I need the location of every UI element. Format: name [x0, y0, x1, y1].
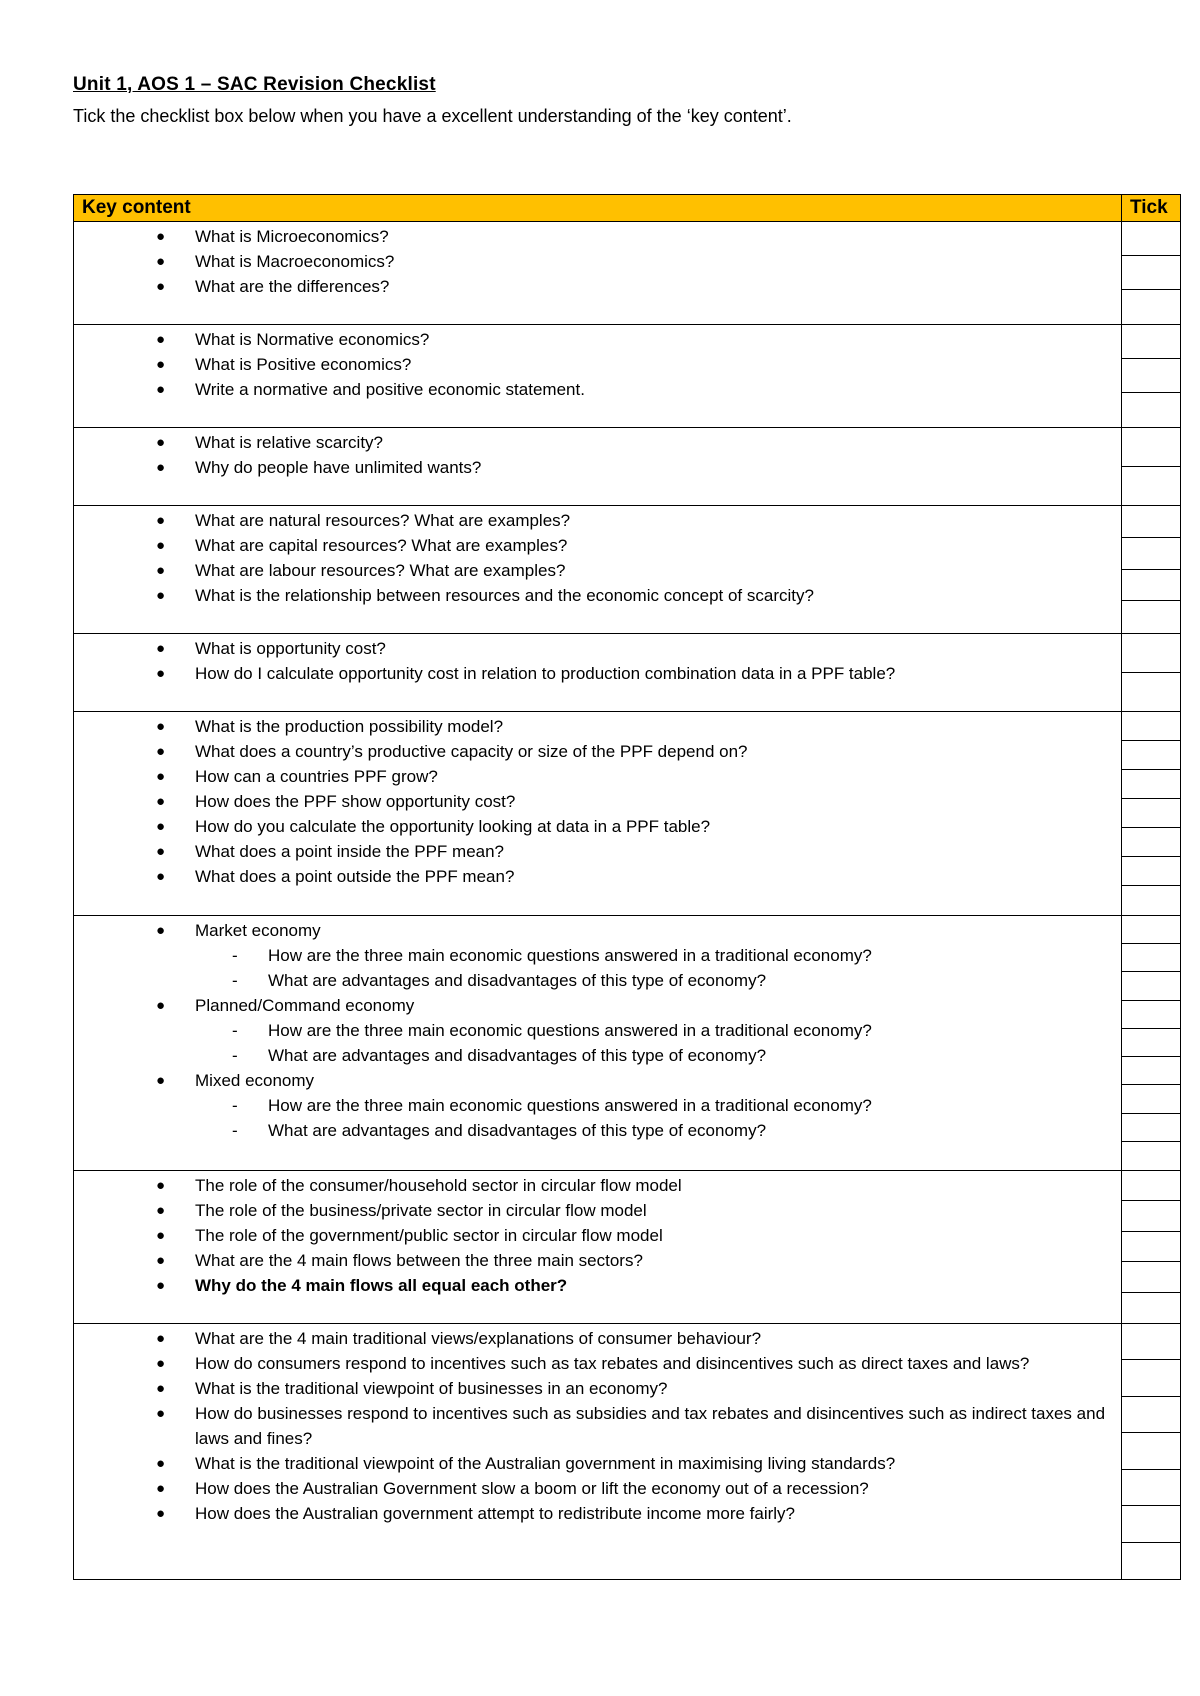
question-text: What does a point outside the PPF mean?	[195, 867, 515, 886]
bullet-icon: ●	[156, 1405, 166, 1422]
tick-checkbox[interactable]	[1122, 916, 1180, 944]
question-text: What are labour resources? What are examples?	[195, 561, 566, 580]
tick-checkbox[interactable]	[1122, 467, 1180, 506]
dash-icon: -	[232, 1121, 238, 1140]
question-text: What are the 4 main flows between the three main sectors?	[195, 1251, 643, 1270]
bullet-icon: ●	[156, 331, 166, 348]
sub-list-item	[74, 1043, 1121, 1068]
list-item	[74, 508, 1121, 533]
bullet-icon: ●	[156, 843, 166, 860]
tick-cell	[1122, 428, 1181, 506]
table-header-row	[74, 195, 1181, 222]
bullet-icon: ●	[156, 1330, 166, 1347]
tick-checkbox[interactable]	[1122, 673, 1180, 712]
tick-checkbox[interactable]	[1122, 1029, 1180, 1057]
sub-list-item	[74, 1018, 1121, 1043]
sub-list-item	[74, 1118, 1121, 1143]
list-item	[74, 993, 1121, 1068]
list-item	[74, 352, 1121, 377]
sub-list-item	[74, 1093, 1121, 1118]
question-text: What does a country’s productive capacity or size of the PPF depend on?	[195, 742, 748, 761]
tick-checkbox[interactable]	[1122, 799, 1180, 828]
question-list	[74, 430, 1121, 480]
list-item	[74, 1501, 1121, 1526]
key-content-cell	[74, 325, 1122, 428]
bullet-icon: ●	[156, 562, 166, 579]
question-text: Planned/Command economy	[195, 996, 415, 1015]
tick-checkbox[interactable]	[1122, 1360, 1180, 1396]
tick-cell	[1122, 712, 1181, 916]
tick-checkbox[interactable]	[1122, 359, 1180, 393]
question-text: The role of the consumer/household sector in circular flow model	[195, 1176, 682, 1195]
question-text: What are the differences?	[195, 277, 390, 296]
bullet-icon: ●	[156, 1380, 166, 1397]
question-text: What is Normative economics?	[195, 330, 430, 349]
tick-cell	[1122, 1324, 1181, 1580]
tick-checkbox[interactable]	[1122, 886, 1180, 915]
tick-checkbox[interactable]	[1122, 1201, 1180, 1231]
bullet-icon: ●	[156, 868, 166, 885]
question-text: What are natural resources? What are examples?	[195, 511, 571, 530]
tick-checkbox[interactable]	[1122, 972, 1180, 1000]
tick-checkbox[interactable]	[1122, 570, 1180, 602]
bullet-icon: ●	[156, 253, 166, 270]
question-list	[74, 636, 1121, 686]
tick-checkbox[interactable]	[1122, 1142, 1180, 1170]
tick-checkbox[interactable]	[1122, 1114, 1180, 1142]
bullet-icon: ●	[156, 356, 166, 373]
question-text: What is the relationship between resources and the economic concept of scarcity?	[195, 586, 814, 605]
list-item	[74, 1198, 1121, 1223]
bullet-icon: ●	[156, 459, 166, 476]
bullet-icon: ●	[156, 512, 166, 529]
bullet-icon: ●	[156, 1480, 166, 1497]
bullet-icon: ●	[156, 1505, 166, 1522]
key-content-cell	[74, 1324, 1122, 1580]
instructions-text: Tick the checklist box below when you have a excellent understanding of the ‘key content’.	[73, 106, 792, 126]
list-item	[74, 455, 1121, 480]
list-item	[74, 249, 1121, 274]
tick-checkbox[interactable]	[1122, 770, 1180, 799]
question-list	[74, 918, 1121, 1143]
sub-question-text: How are the three main economic questions answered in a traditional economy?	[268, 1021, 872, 1040]
tick-checkbox[interactable]	[1122, 857, 1180, 886]
question-list	[74, 224, 1121, 299]
question-text: What is relative scarcity?	[195, 433, 383, 452]
key-content-cell	[74, 712, 1122, 916]
dash-icon: -	[232, 946, 238, 965]
tick-checkbox[interactable]	[1122, 1324, 1180, 1360]
question-text: What is Macroeconomics?	[195, 252, 395, 271]
key-content-cell	[74, 634, 1122, 712]
tick-checkbox[interactable]	[1122, 601, 1180, 633]
bullet-icon: ●	[156, 743, 166, 760]
list-item	[74, 533, 1121, 558]
tick-checkbox[interactable]	[1122, 1232, 1180, 1262]
bullet-icon: ●	[156, 793, 166, 810]
list-item	[74, 814, 1121, 839]
question-text: Why do the 4 main flows all equal each other?	[195, 1276, 568, 1295]
tick-checkbox[interactable]	[1122, 634, 1180, 673]
sub-question-text: What are advantages and disadvantages of this type of economy?	[268, 1046, 767, 1065]
bullet-icon: ●	[156, 228, 166, 245]
sub-question-list	[195, 1018, 1121, 1068]
list-item	[74, 1273, 1121, 1298]
question-text: What is the traditional viewpoint of businesses in an economy?	[195, 1379, 668, 1398]
question-text: What is the production possibility model?	[195, 717, 504, 736]
list-item	[74, 1068, 1121, 1143]
question-text: Why do people have unlimited wants?	[195, 458, 482, 477]
tick-checkbox[interactable]	[1122, 538, 1180, 570]
list-item	[74, 583, 1121, 608]
question-text: The role of the government/public sector in circular flow model	[195, 1226, 663, 1245]
table-row	[74, 634, 1181, 712]
list-item	[74, 1223, 1121, 1248]
table-row	[74, 506, 1181, 634]
question-text: What is Microeconomics?	[195, 227, 389, 246]
bullet-icon: ●	[156, 537, 166, 554]
tick-checkbox[interactable]	[1122, 741, 1180, 770]
tick-checkbox[interactable]	[1122, 222, 1180, 256]
list-item	[74, 1476, 1121, 1501]
sub-question-list	[195, 1093, 1121, 1143]
list-item	[74, 327, 1121, 352]
tick-checkbox[interactable]	[1122, 393, 1180, 427]
table-row	[74, 222, 1181, 325]
bullet-icon: ●	[156, 640, 166, 657]
sub-list-item	[74, 968, 1121, 993]
bullet-icon: ●	[156, 1355, 166, 1372]
page-title: Unit 1, AOS 1 – SAC Revision Checklist	[73, 74, 436, 95]
tick-checkbox[interactable]	[1122, 1001, 1180, 1029]
list-item	[74, 430, 1121, 455]
bullet-icon: ●	[156, 381, 166, 398]
list-item	[74, 1376, 1121, 1401]
dash-icon: -	[232, 1096, 238, 1115]
bullet-icon: ●	[156, 1202, 166, 1219]
question-text: How does the Australian government attempt to redistribute income more fairly?	[195, 1504, 796, 1523]
tick-checkbox[interactable]	[1122, 1085, 1180, 1113]
tick-checkbox[interactable]	[1122, 712, 1180, 741]
list-item	[74, 918, 1121, 993]
list-item	[74, 661, 1121, 686]
tick-checkbox[interactable]	[1122, 428, 1180, 467]
tick-checkbox[interactable]	[1122, 506, 1180, 538]
sub-question-list	[195, 943, 1121, 993]
question-text: Market economy	[195, 921, 321, 940]
bullet-icon: ●	[156, 1252, 166, 1269]
bullet-icon: ●	[156, 665, 166, 682]
tick-checkbox[interactable]	[1122, 1433, 1180, 1469]
question-text: What does a point inside the PPF mean?	[195, 842, 505, 861]
question-text: How does the Australian Government slow a boom or lift the economy out of a recession?	[195, 1479, 869, 1498]
tick-cell	[1122, 506, 1181, 634]
tick-cell	[1122, 325, 1181, 428]
tick-checkbox[interactable]	[1122, 1057, 1180, 1085]
bullet-icon: ●	[156, 718, 166, 735]
list-item	[74, 764, 1121, 789]
list-item	[74, 1248, 1121, 1273]
question-text: What is opportunity cost?	[195, 639, 386, 658]
tick-checkbox[interactable]	[1122, 1171, 1180, 1201]
header-tick: Tick	[1122, 195, 1181, 222]
question-text: How can a countries PPF grow?	[195, 767, 438, 786]
tick-checkbox[interactable]	[1122, 1293, 1180, 1323]
question-text: How do businesses respond to incentives such as subsidies and tax rebates and disincentives such as indirect taxes and laws and fines?	[195, 1404, 1106, 1448]
list-item	[74, 1326, 1121, 1351]
bullet-icon: ●	[156, 997, 166, 1014]
key-content-cell	[74, 1171, 1122, 1324]
question-list	[74, 327, 1121, 402]
tick-checkbox[interactable]	[1122, 1506, 1180, 1542]
table-row	[74, 428, 1181, 506]
checklist-table	[73, 194, 1181, 1580]
tick-checkbox[interactable]	[1122, 1262, 1180, 1292]
bullet-icon: ●	[156, 768, 166, 785]
dash-icon: -	[232, 1021, 238, 1040]
question-text: How do you calculate the opportunity looking at data in a PPF table?	[195, 817, 711, 836]
table-row	[74, 712, 1181, 916]
tick-checkbox[interactable]	[1122, 1543, 1180, 1579]
bullet-icon: ●	[156, 1227, 166, 1244]
bullet-icon: ●	[156, 278, 166, 295]
key-content-cell	[74, 916, 1122, 1171]
tick-checkbox[interactable]	[1122, 290, 1180, 324]
list-item	[74, 274, 1121, 299]
tick-checkbox[interactable]	[1122, 256, 1180, 290]
table-row	[74, 325, 1181, 428]
list-item	[74, 1401, 1121, 1451]
question-text: How do consumers respond to incentives such as tax rebates and disincentives such as direct taxes and laws?	[195, 1354, 1030, 1373]
list-item	[74, 739, 1121, 764]
question-list	[74, 714, 1121, 889]
sub-question-text: How are the three main economic questions answered in a traditional economy?	[268, 1096, 872, 1115]
question-text: What are the 4 main traditional views/explanations of consumer behaviour?	[195, 1329, 762, 1348]
sub-question-text: How are the three main economic questions answered in a traditional economy?	[268, 946, 872, 965]
key-content-cell	[74, 428, 1122, 506]
header-key-content: Key content	[74, 195, 1122, 222]
sub-list-item	[74, 943, 1121, 968]
dash-icon: -	[232, 971, 238, 990]
bullet-icon: ●	[156, 1177, 166, 1194]
tick-checkbox[interactable]	[1122, 1397, 1180, 1433]
tick-checkbox[interactable]	[1122, 1470, 1180, 1506]
question-list	[74, 508, 1121, 608]
bullet-icon: ●	[156, 587, 166, 604]
question-text: Write a normative and positive economic statement.	[195, 380, 585, 399]
list-item	[74, 714, 1121, 739]
question-text: What are capital resources? What are examples?	[195, 536, 568, 555]
key-content-cell	[74, 222, 1122, 325]
tick-cell	[1122, 1171, 1181, 1324]
question-text: What is Positive economics?	[195, 355, 412, 374]
table-row	[74, 1171, 1181, 1324]
question-text: What is the traditional viewpoint of the Australian government in maximising living standards?	[195, 1454, 896, 1473]
list-item	[74, 558, 1121, 583]
list-item	[74, 1173, 1121, 1198]
table-row	[74, 1324, 1181, 1580]
tick-checkbox[interactable]	[1122, 325, 1180, 359]
sub-question-text: What are advantages and disadvantages of this type of economy?	[268, 1121, 767, 1140]
question-text: Mixed economy	[195, 1071, 315, 1090]
tick-cell	[1122, 222, 1181, 325]
bullet-icon: ●	[156, 1277, 166, 1294]
bullet-icon: ●	[156, 818, 166, 835]
bullet-icon: ●	[156, 1072, 166, 1089]
list-item	[74, 224, 1121, 249]
bullet-icon: ●	[156, 434, 166, 451]
list-item	[74, 636, 1121, 661]
list-item	[74, 377, 1121, 402]
tick-checkbox[interactable]	[1122, 828, 1180, 857]
list-item	[74, 1351, 1121, 1376]
table-row	[74, 916, 1181, 1171]
question-list	[74, 1326, 1121, 1526]
dash-icon: -	[232, 1046, 238, 1065]
question-text: How does the PPF show opportunity cost?	[195, 792, 516, 811]
tick-cell	[1122, 634, 1181, 712]
list-item	[74, 864, 1121, 889]
tick-checkbox[interactable]	[1122, 944, 1180, 972]
question-text: The role of the business/private sector in circular flow model	[195, 1201, 647, 1220]
list-item	[74, 839, 1121, 864]
list-item	[74, 1451, 1121, 1476]
bullet-icon: ●	[156, 922, 166, 939]
key-content-cell	[74, 506, 1122, 634]
sub-question-text: What are advantages and disadvantages of this type of economy?	[268, 971, 767, 990]
bullet-icon: ●	[156, 1455, 166, 1472]
question-text: How do I calculate opportunity cost in relation to production combination data in a PPF table?	[195, 664, 896, 683]
question-list	[74, 1173, 1121, 1298]
tick-cell	[1122, 916, 1181, 1171]
list-item	[74, 789, 1121, 814]
